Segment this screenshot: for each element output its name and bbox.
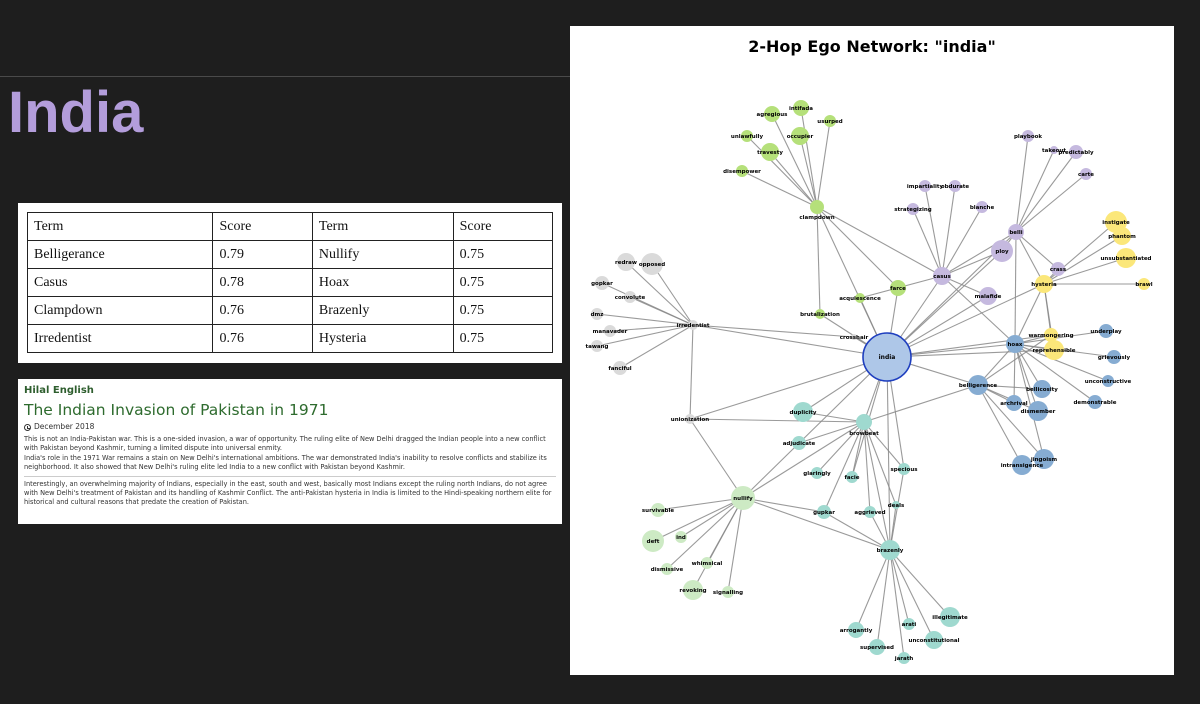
ego-network-graph[interactable] <box>570 26 1174 675</box>
node-label-obdurate: obdurate <box>940 184 970 190</box>
edge-casus-obdurate <box>942 186 955 276</box>
ego-network-panel <box>570 26 1174 675</box>
node-label-irredentist: irredentist <box>676 323 710 329</box>
node-label-unconstructive: unconstructive <box>1084 379 1132 385</box>
node-label-glaringly: glaringly <box>803 471 831 477</box>
header-score-2: Score <box>453 213 552 241</box>
table-cell: Belligerance <box>28 241 213 269</box>
node-label-hoax: hoax <box>1007 342 1023 348</box>
table-cell: Nullify <box>312 241 453 269</box>
node-label-tawang: tawang <box>585 344 609 350</box>
table-row <box>28 297 553 325</box>
table-cell: Casus <box>28 269 213 297</box>
article-title[interactable]: The Indian Invasion of Pakistan in 1971 <box>24 401 329 419</box>
edge-nullify-gupkar <box>743 498 824 512</box>
edge-india-brazenly <box>887 357 890 550</box>
node-label-ploy: ploy <box>995 249 1009 255</box>
edge-casus-impartiality <box>925 186 942 276</box>
article-paragraph-1: This is not an India-Pakistan war. This is a one-sided invasion, a war of opportunity. The ruling elite of New Delhi dragged the Indian people into a new conflict with Pakistan beyond Kashmir, turning a limited dispute into universal enmity. <box>24 435 546 453</box>
node-label-india: india <box>878 354 896 361</box>
article-excerpt <box>18 379 562 524</box>
node-label-fanciful: fanciful <box>608 366 632 372</box>
header-term-2: Term <box>312 213 453 241</box>
node-label-unionization: unionization <box>670 417 710 423</box>
node-label-bellicosity: bellicosity <box>1026 387 1058 393</box>
node-label-arati: arati <box>901 622 917 628</box>
node-label-warmongering: warmongering <box>1028 333 1074 339</box>
node-label-opposed: opposed <box>638 262 666 268</box>
node-label-travesty: travesty <box>757 150 783 156</box>
table-cell: 0.76 <box>213 325 312 353</box>
node-label-duplicity: duplicity <box>789 410 817 416</box>
node-label-facie: facie <box>844 475 860 481</box>
node-label-takeout: takeout <box>1042 148 1066 154</box>
node-label-underplay: underplay <box>1090 329 1122 335</box>
node-label-ind: ind <box>676 535 686 541</box>
table-cell: 0.79 <box>213 241 312 269</box>
node-label-survivable: survivable <box>641 508 675 514</box>
node-label-aggrieved: aggrieved <box>854 510 886 516</box>
node-label-unsubstantiated: unsubstantiated <box>1100 256 1152 262</box>
node-label-brutalization: brutalization <box>800 312 840 318</box>
edge-casus-hoax <box>942 276 1015 344</box>
node-label-brawl: brawl <box>1135 282 1153 288</box>
node-label-jingoism: jingoism <box>1030 457 1058 463</box>
table-cell: Brazenly <box>312 297 453 325</box>
node-label-deals: deals <box>887 503 905 509</box>
table-cell: 0.75 <box>453 325 552 353</box>
term-score-table <box>27 212 553 353</box>
edge-belli-hoax <box>1015 232 1016 344</box>
node-label-manavader: manavader <box>592 329 628 335</box>
node-label-agregious: agregious <box>756 112 788 118</box>
node-label-grievously: grievously <box>1097 355 1131 361</box>
node-label-demonstrable: demonstrable <box>1073 400 1117 406</box>
node-label-dismissive: dismissive <box>650 567 684 573</box>
article-paragraph-3: Interestingly, an overwhelming majority of Indians, especially in the east, south and west, basically most Indians except the ruling north Indians, do not agree with New Delhi's treatment of Pakistan and its handling of Kashmir Conflict. The anti-Pakistan hysteria in India is limited to the Hindi-speaking northern elite for historical and cultural reasons that predate the creation of Pakistan. <box>24 479 552 507</box>
table-cell: Irredentist <box>28 325 213 353</box>
edge-belli-carte <box>1016 174 1086 232</box>
node-label-adjudicate: adjudicate <box>782 441 816 447</box>
node-label-crosshair: crosshair <box>839 335 869 341</box>
article-paragraph-2: India's role in the 1971 War remains a stain on New Delhi's international ambitions. The war demonstrated India's inability to resolve conflicts and stabilize its neighborhood. It also showed that New Delhi's ruling elite led India to a new conflict with Pakistan beyond Kashmir. <box>24 453 547 472</box>
node-label-carte: carte <box>1077 172 1095 178</box>
node-label-convolute: convolute <box>614 295 646 301</box>
edge-clampdown-brutalization <box>817 207 820 314</box>
edge-clampdown-intifada <box>801 108 817 207</box>
edge-casus-strategizing <box>913 209 942 276</box>
node-label-strategizing: strategizing <box>894 207 932 213</box>
node-label-farce: farce <box>890 286 906 292</box>
table-cell: 0.75 <box>453 269 552 297</box>
node-label-unconstitutional: unconstitutional <box>908 638 960 644</box>
graph-title: 2-Hop Ego Network: "india" <box>748 37 996 56</box>
node-label-occupier: occupier <box>786 134 814 140</box>
edge-clampdown-usurped <box>817 121 830 207</box>
node-label-acquiescence: acquiescence <box>839 296 881 302</box>
node-label-crass: crass <box>1049 267 1067 273</box>
node-label-predictably: predictably <box>1058 150 1094 156</box>
node-browbeat[interactable] <box>856 414 872 430</box>
edge-casus-blanche <box>942 207 982 276</box>
node-label-supervised: supervised <box>860 645 894 651</box>
node-label-redraw: redraw <box>615 260 637 266</box>
article-divider <box>24 476 556 477</box>
node-label-deft: deft <box>646 539 660 545</box>
table-row <box>28 241 553 269</box>
node-label-revoking: revoking <box>679 588 707 594</box>
clock-icon <box>24 424 31 431</box>
node-label-jarath: jarath <box>894 656 914 662</box>
node-label-gopkar: gopkar <box>591 281 613 287</box>
node-label-malafide: malafide <box>974 294 1002 300</box>
edge-brazenly-jarath <box>890 550 904 658</box>
table-cell: Clampdown <box>28 297 213 325</box>
node-label-signalling: signalling <box>712 590 744 596</box>
node-label-archrival: archrival <box>1000 401 1028 407</box>
edge-nullify-brazenly <box>743 498 890 550</box>
edge-clampdown-disempower <box>742 171 817 207</box>
node-label-dismember: dismember <box>1020 409 1056 415</box>
edge-brazenly-specious <box>887 469 905 550</box>
node-label-reprehensible: reprehensible <box>1032 348 1076 354</box>
node-label-impartiality: impartiality <box>906 184 944 190</box>
node-label-blanche: blanche <box>969 205 995 211</box>
table-cell: 0.75 <box>453 241 552 269</box>
node-label-specious: specious <box>890 467 918 473</box>
top-divider <box>0 76 572 77</box>
edge-india-unionization <box>690 357 887 419</box>
node-label-hysteria: hysteria <box>1031 282 1057 288</box>
node-label-phantom: phantom <box>1108 234 1136 240</box>
edge-clampdown-casus <box>817 207 942 276</box>
edge-clampdown-agregious <box>772 114 817 207</box>
node-label-usurped: usurped <box>817 119 843 125</box>
edge-nullify-unionization <box>690 419 743 498</box>
table-cell: Hoax <box>312 269 453 297</box>
node-label-illegitimate: illegitimate <box>932 615 968 621</box>
edge-browbeat-unionization <box>690 419 864 422</box>
node-label-whimsical: whimsical <box>691 561 723 567</box>
table-cell: 0.78 <box>213 269 312 297</box>
table-cell: Hysteria <box>312 325 453 353</box>
slide-title: India <box>8 80 144 145</box>
edge-irredentist-fanciful <box>620 325 693 368</box>
edge-browbeat-nullify <box>743 422 864 498</box>
node-label-browbeat: browbeat <box>849 431 879 437</box>
node-label-belligerence: belligerence <box>958 383 998 389</box>
edge-belli-crass <box>1016 232 1058 269</box>
edge-irredentist-crosshair <box>693 325 854 337</box>
article-date <box>24 422 556 432</box>
graph-edges <box>597 108 1144 658</box>
table-row <box>28 325 553 353</box>
article-date-text: December 2018 <box>34 422 95 431</box>
node-label-brazenly: brazenly <box>876 548 904 554</box>
term-score-table-panel <box>18 203 562 363</box>
node-label-playbook: playbook <box>1013 134 1043 140</box>
node-label-intransigence: intransigence <box>1000 463 1044 469</box>
node-label-belli: belli <box>1009 230 1023 236</box>
node-label-dmz: dmz <box>590 312 604 318</box>
node-label-casus: casus <box>933 274 951 280</box>
table-header-row <box>28 213 553 241</box>
node-label-instigate: instigate <box>1102 220 1130 226</box>
node-clampdown[interactable] <box>810 200 824 214</box>
table-row <box>28 269 553 297</box>
node-label-arrogantly: arrogantly <box>839 628 873 634</box>
edge-irredentist-unionization <box>690 325 693 419</box>
edge-india-irredentist <box>693 325 887 357</box>
header-score-1: Score <box>213 213 312 241</box>
article-source: Hilal English <box>24 385 94 396</box>
node-label-intifada: intifada <box>788 106 814 112</box>
table-cell: 0.76 <box>213 297 312 325</box>
graph-nodes <box>591 100 1153 664</box>
node-label-clampdown: clampdown <box>799 215 835 221</box>
node-label-gupkar: gupkar <box>813 510 835 516</box>
table-cell: 0.75 <box>453 297 552 325</box>
edge-browbeat-belligerence <box>864 385 978 422</box>
node-label-unlawfully: unlawfully <box>730 134 764 140</box>
edge-belli-takeout <box>1016 150 1054 232</box>
header-term-1: Term <box>28 213 213 241</box>
node-label-nullify: nullify <box>733 496 753 502</box>
node-label-disempower: disempower <box>723 169 761 175</box>
